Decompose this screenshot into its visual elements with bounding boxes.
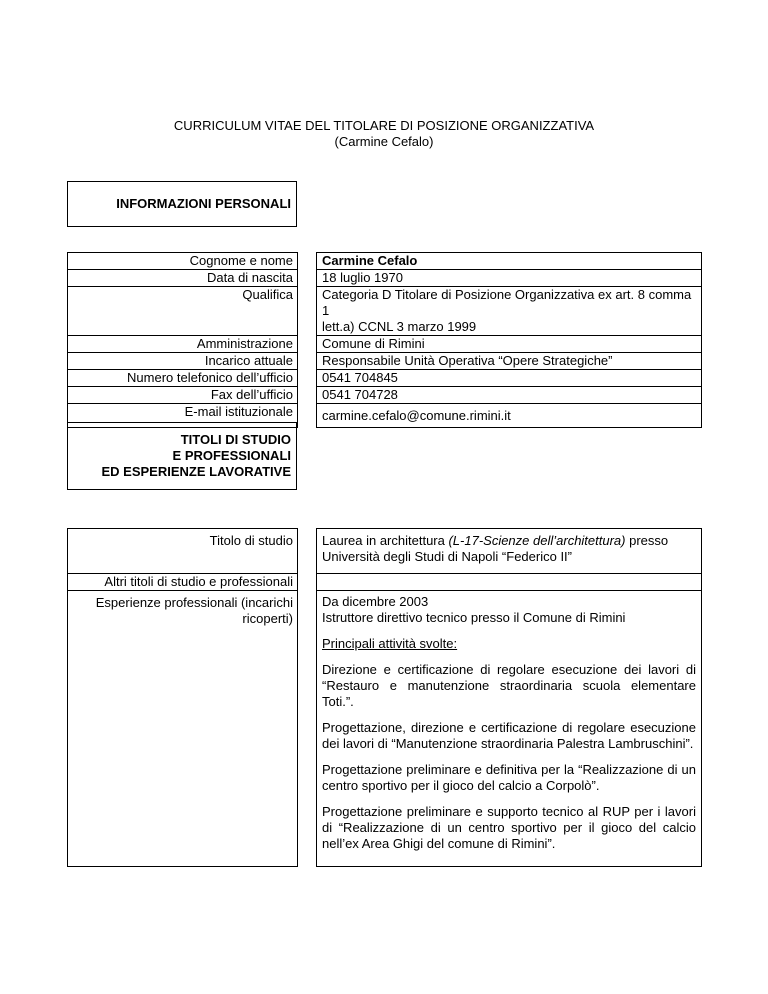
row-value: Responsabile Unità Operativa “Opere Strategiche” [317,353,702,370]
row-value: carmine.cefalo@comune.rimini.it [317,404,702,428]
row-value [317,591,702,867]
experience-paragraph: Progettazione preliminare e supporto tecnico al RUP per i lavori di “Realizzazione di un centro sportivo per il gioco del calcio nell’ex Area Ghigi del comune di Rimini”. [322,804,696,851]
education-experience-table [67,528,702,867]
experience-activities-heading: Principali attività svolte: [322,636,458,651]
column-gap [298,404,317,428]
column-gap [298,287,317,336]
section-box-informazioni-personali [67,181,297,227]
row-value: 18 luglio 1970 [317,270,702,287]
column-gap [298,270,317,287]
column-gap [298,336,317,353]
experience-paragraph: Progettazione preliminare e definitiva per la “Realizzazione di un centro sportivo per il gioco del calcio a Corpolò”. [322,762,696,793]
row-value: Categoria D Titolare di Posizione Organizzativa ex art. 8 comma 1 lett.a) CCNL 3 marzo 1999 [317,287,702,336]
row-value: 0541 704728 [317,387,702,404]
document-title-line-2: (Carmine Cefalo) [334,134,434,149]
document-title [0,118,768,150]
row-esperienze-professionali [68,591,702,867]
column-gap [298,574,317,591]
experience-paragraph: Progettazione, direzione e certificazione di regolare esecuzione dei lavori di “Manutenzione straordinaria Palestra Lambruschini”. [322,720,696,751]
row-label: Cognome e nome [68,253,298,270]
section-heading-titoli-di-studio: TITOLI DI STUDIO E PROFESSIONALI ED ESPERIENZE LAVORATIVE [101,432,291,479]
row-label: Fax dell’ufficio [68,387,298,404]
row-value: 0541 704845 [317,370,702,387]
column-gap [298,253,317,270]
section-heading-informazioni-personali: INFORMAZIONI PERSONALI [116,196,291,211]
document-title-line-1: CURRICULUM VITAE DEL TITOLARE DI POSIZIONE ORGANIZZATIVA [173,118,595,133]
personal-info-table [67,252,702,428]
row-fax-ufficio [68,387,702,404]
row-label: Amministrazione [68,336,298,353]
column-gap [298,370,317,387]
degree-text: Laurea in architettura [322,533,449,548]
row-incarico-attuale [68,353,702,370]
row-altri-titoli [68,574,702,591]
row-value [317,529,702,574]
row-value: Comune di Rimini [317,336,702,353]
row-label: Esperienze professionali (incarichi ricoperti) [68,591,298,867]
row-label: Numero telefonico dell’ufficio [68,370,298,387]
row-titolo-di-studio [68,529,702,574]
row-cognome-e-nome [68,253,702,270]
row-label: Data di nascita [68,270,298,287]
column-gap [298,591,317,867]
column-gap [298,529,317,574]
row-label: Qualifica [68,287,298,336]
row-label: Altri titoli di studio e professionali [68,574,298,591]
row-amministrazione [68,336,702,353]
column-gap [298,353,317,370]
row-value [317,574,702,591]
row-telefono-ufficio [68,370,702,387]
degree-university-text: presso Università degli Studi di Napoli “Federico II” [322,533,669,564]
experience-intro: Da dicembre 2003 Istruttore direttivo tecnico presso il Comune di Rimini [322,594,626,625]
row-label: Incarico attuale [68,353,298,370]
row-qualifica [68,287,702,336]
experience-paragraph: Direzione e certificazione di regolare esecuzione dei lavori di “Restauro e manutenzione straordinaria scuola elementare Toti.”. [322,662,696,709]
section-box-titoli-di-studio [67,422,297,490]
row-data-di-nascita [68,270,702,287]
column-gap [298,387,317,404]
row-label: Titolo di studio [68,529,298,574]
row-label: E-mail istituzionale [68,404,298,428]
degree-class-italic: (L-17-Scienze dell’architettura) [448,533,626,548]
row-value: Carmine Cefalo [317,253,702,270]
